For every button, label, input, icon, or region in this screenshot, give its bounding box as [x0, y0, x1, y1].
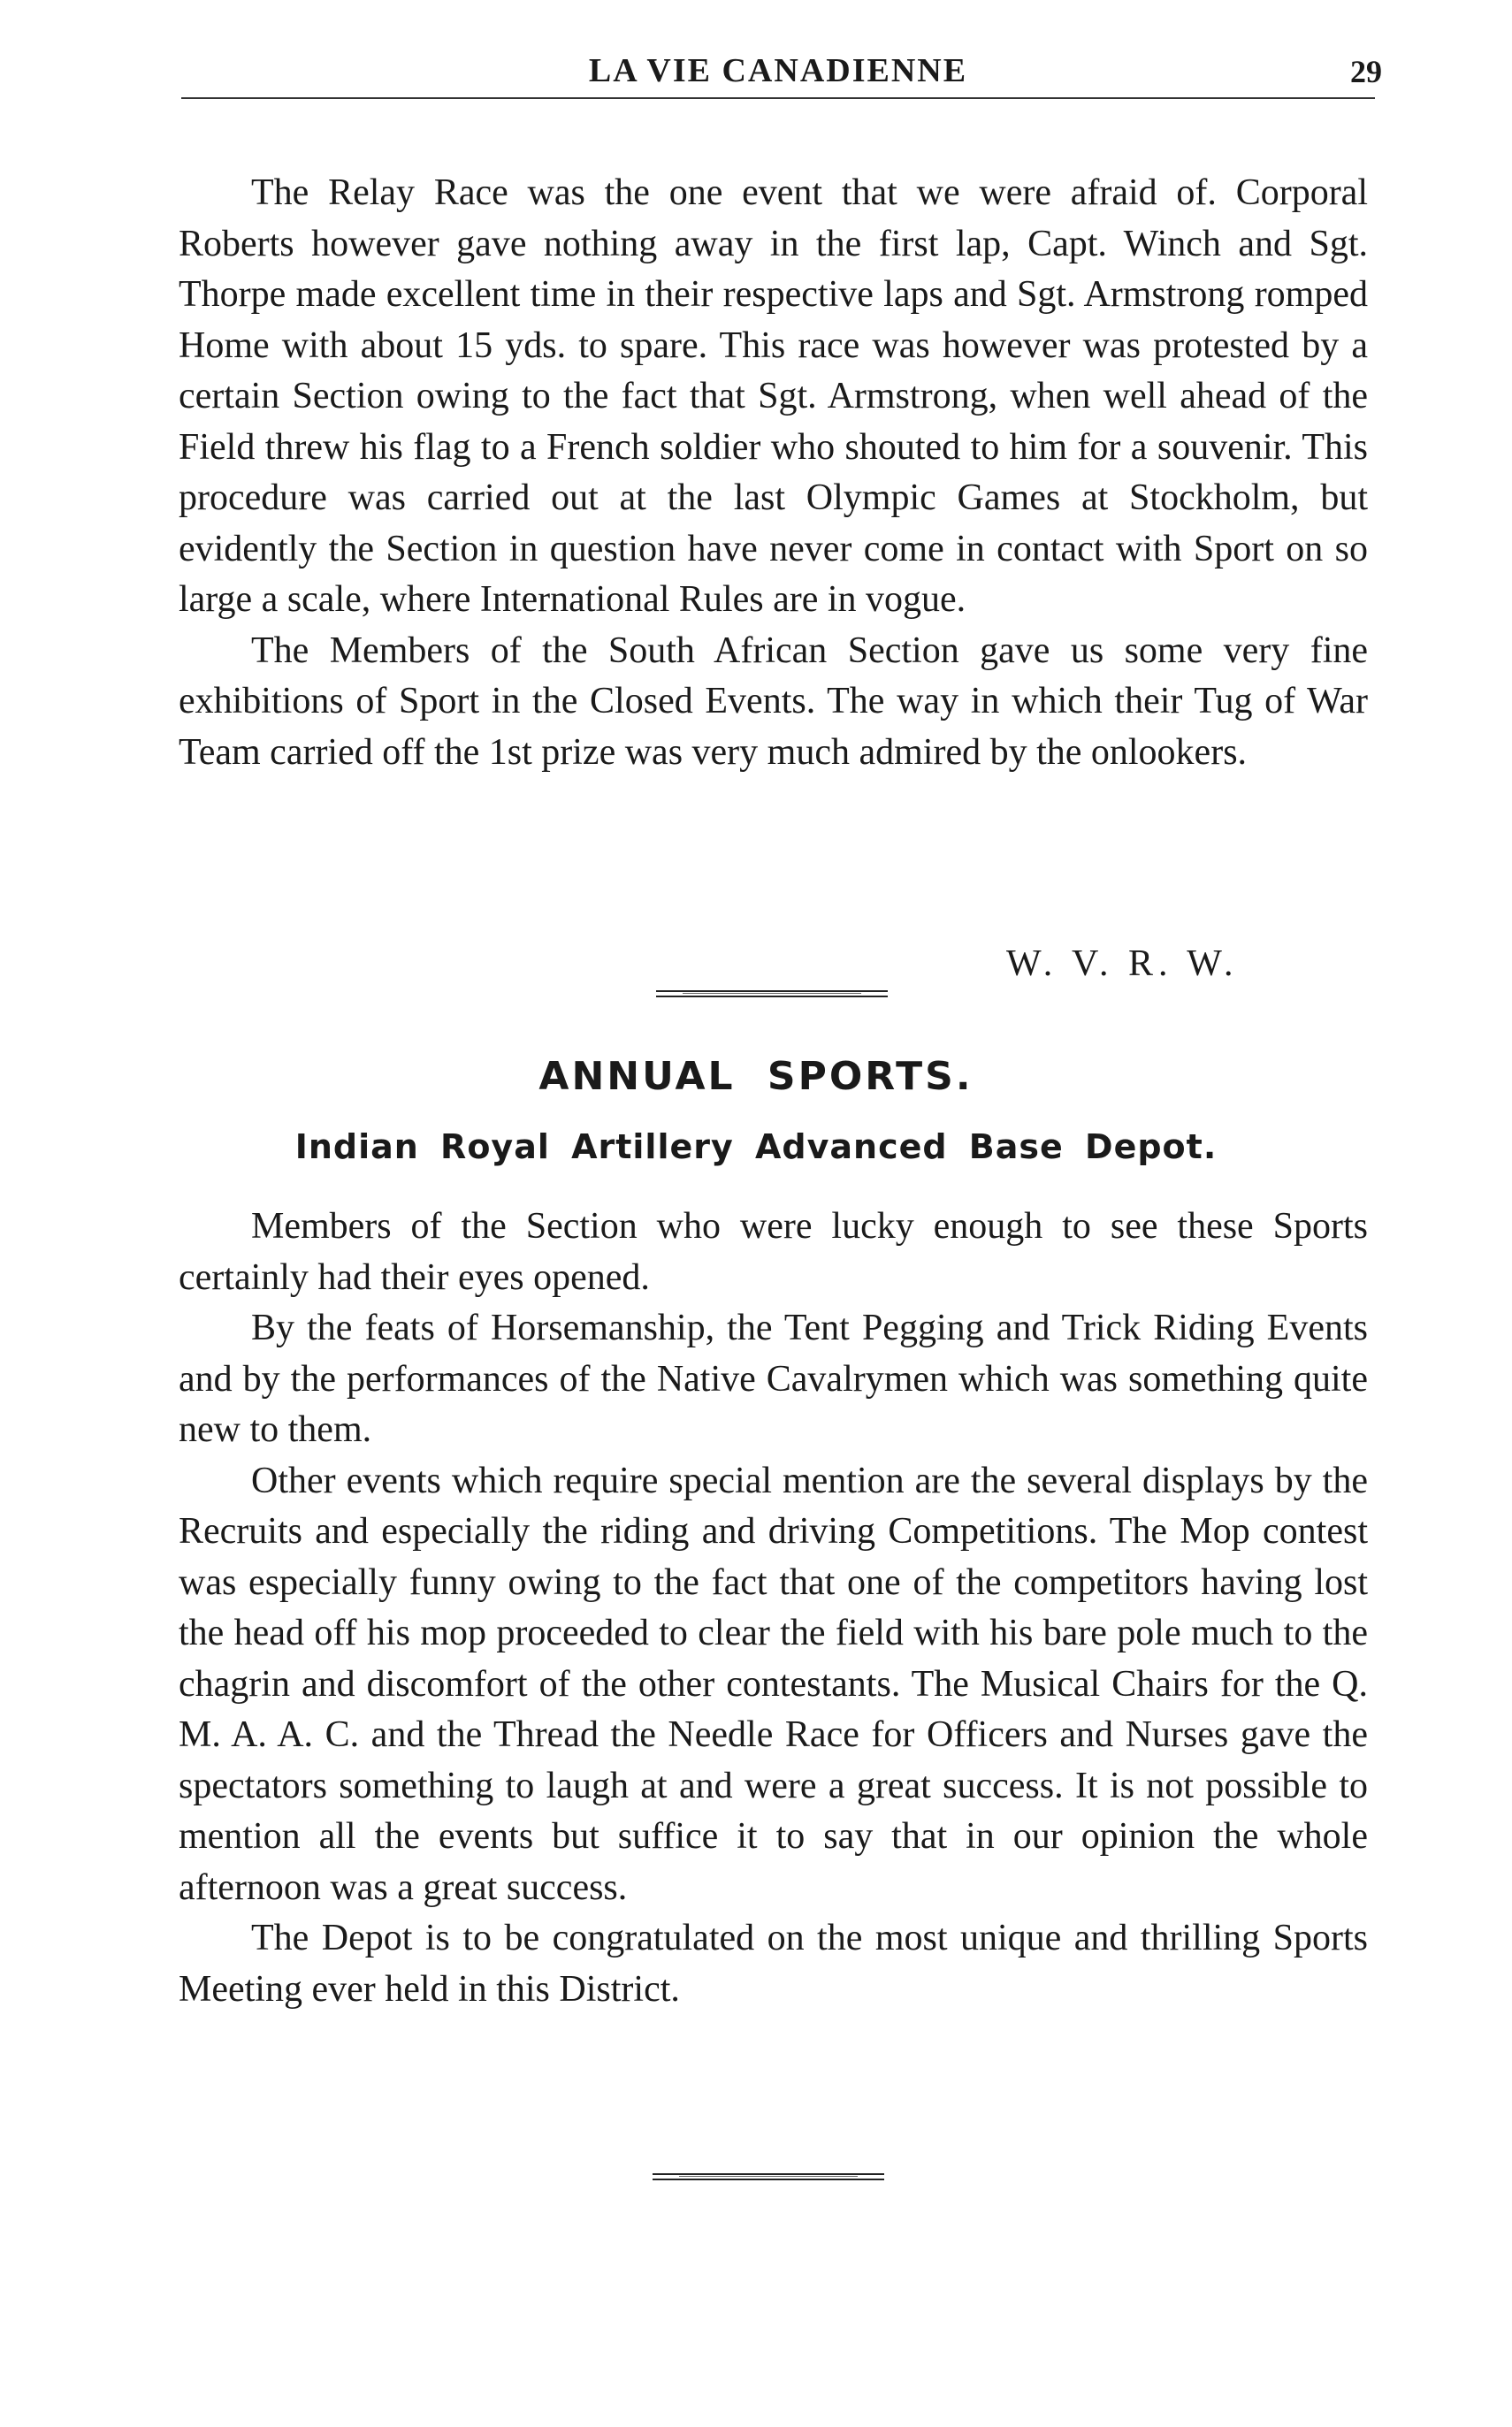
annual-sports-article	[179, 1202, 1368, 2015]
article-paragraph: Members of the Section who were lucky enough to see these Sports certainly had their eyes opened.	[179, 1206, 1368, 1298]
article-subtitle: Indian Royal Artillery Advanced Base Depot.	[294, 1127, 1218, 1166]
author-signature: W. V. R. W.	[1006, 943, 1239, 984]
page-number: 29	[1350, 54, 1382, 89]
article-paragraph: By the feats of Horsemanship, the Tent Pegging and Trick Riding Events and by the performances of the Native Cavalrymen which was something quite new to them.	[179, 1308, 1368, 1450]
end-divider	[653, 2173, 884, 2180]
section-divider	[656, 990, 888, 997]
article-paragraph: The Relay Race was the one event that we were afraid of. Corporal Roberts however gave nothing away in the first lap, Capt. Winch and Sgt. Thorpe made excellent time in their respective laps and Sgt. Armstrong romped Home with about 15 yds. to spare. This race was however was protested by a certain Section owing to the fact that Sgt. Armstrong, when well ahead of the Field threw his flag to a French soldier who shouted to him for a souvenir. This procedure was carried out at the last Olympic Games at Stockholm, but evidently the Section in question have never come in contact with Sport on so large a scale, where International Rules are in vogue.	[179, 172, 1368, 620]
article-title: ANNUAL SPORTS.	[538, 1054, 974, 1099]
article-paragraph: Other events which require special mention are the several displays by the Recruits and especially the riding and driving Competitions. The Mop contest was especially funny owing to the fact that one of the competitors having lost the head off his mop proceeded to clear the field with his bare pole much to the chagrin and discomfort of the other contestants. The Musical Chairs for the Q. M. A. A. C. and the Thread the Needle Race for Officers and Nurses gave the spectators something to laugh at and were a great success. It is not possible to mention all the events but suffice it to say that in our opinion the whole afternoon was a great success.	[179, 1460, 1368, 1908]
publication-title: LA VIE CANADIENNE	[588, 52, 968, 89]
article-paragraph: The Members of the South African Section gave us some very fine exhibitions of Sport in the Closed Events. The way in which their Tug of War Team carried off the 1st prize was very much admired by the onlookers.	[179, 630, 1368, 773]
relay-race-article	[179, 168, 1368, 778]
running-header	[181, 51, 1382, 104]
header-rule	[181, 97, 1375, 99]
article-paragraph: The Depot is to be congratulated on the most unique and thrilling Sports Meeting ever held in this District.	[179, 1918, 1368, 2010]
